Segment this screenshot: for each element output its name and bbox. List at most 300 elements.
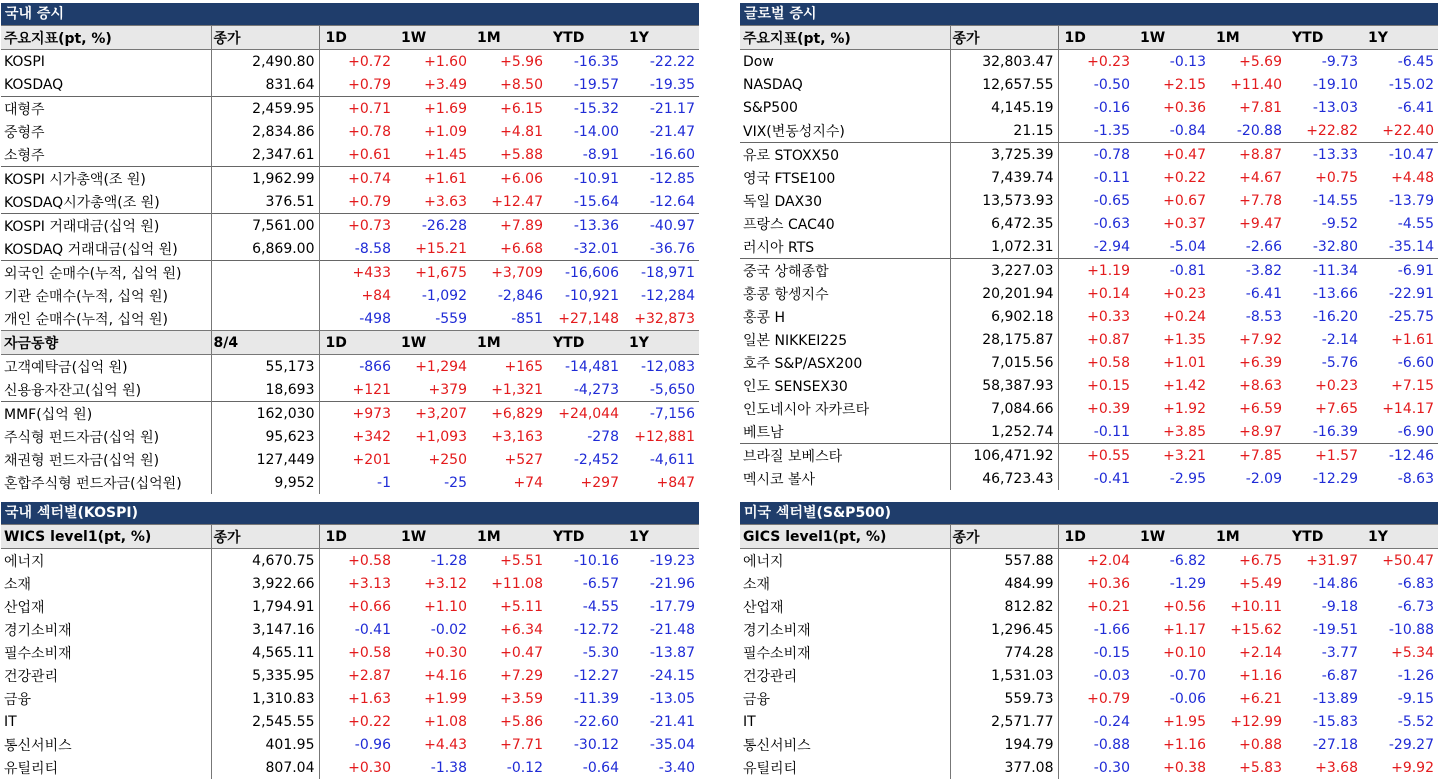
change-value: -1.35 bbox=[1093, 122, 1130, 139]
change-value: +4.81 bbox=[500, 123, 543, 140]
table-row bbox=[1, 618, 699, 641]
change-value: +6.68 bbox=[500, 240, 543, 257]
change-value: +0.22 bbox=[1163, 169, 1206, 186]
change-value: +6.15 bbox=[471, 97, 547, 121]
change-value: +7.29 bbox=[500, 667, 543, 684]
row-label: 중형주 bbox=[1, 120, 211, 143]
change-value: -36.76 bbox=[649, 240, 695, 257]
us-sector-table bbox=[740, 524, 1438, 779]
change-value: -5.30 bbox=[582, 644, 619, 661]
change-value: -2.66 bbox=[1245, 238, 1282, 255]
change-value: +5.96 bbox=[500, 53, 543, 70]
change-value: +6,829 bbox=[471, 402, 547, 426]
change-value: -19.23 bbox=[649, 552, 695, 569]
row-label: 소형주 bbox=[1, 143, 211, 167]
close-value: 58,387.93 bbox=[950, 374, 1058, 397]
change-value: +7.71 bbox=[500, 736, 543, 753]
change-value: +0.10 bbox=[1163, 644, 1206, 661]
change-value: -1 bbox=[377, 474, 391, 491]
change-value: +3,163 bbox=[491, 428, 543, 445]
change-value: YTD bbox=[547, 331, 623, 355]
close-value: 812.82 bbox=[950, 595, 1058, 618]
row-label: Dow bbox=[740, 50, 950, 74]
table-row bbox=[1, 97, 699, 121]
change-value: -19.51 bbox=[1312, 621, 1358, 638]
change-value: -29.27 bbox=[1388, 736, 1434, 753]
change-value: -19.57 bbox=[573, 76, 619, 93]
table-row bbox=[740, 189, 1438, 212]
row-label: 대형주 bbox=[1, 97, 211, 121]
change-value: -10,921 bbox=[564, 287, 619, 304]
change-value: +5.86 bbox=[500, 713, 543, 730]
change-value: -6.82 bbox=[1169, 552, 1206, 569]
row-label: 통신서비스 bbox=[740, 733, 950, 756]
close-value: 2,347.61 bbox=[211, 143, 319, 167]
change-value: -8.53 bbox=[1245, 308, 1282, 325]
change-value: +8.50 bbox=[500, 76, 543, 93]
change-value: -4,611 bbox=[649, 451, 695, 468]
change-value: +433 bbox=[319, 261, 395, 285]
change-value: +8.63 bbox=[1239, 377, 1282, 394]
change-value: +0.58 bbox=[348, 552, 391, 569]
change-value: +5.69 bbox=[1239, 53, 1282, 70]
change-value: -498 bbox=[359, 310, 391, 327]
change-value: -22.91 bbox=[1388, 285, 1434, 302]
row-label: 경기소비재 bbox=[1, 618, 211, 641]
change-value: -25 bbox=[444, 474, 467, 491]
change-value: +1.16 bbox=[1239, 667, 1282, 684]
global-market-table bbox=[740, 25, 1438, 490]
close-value: 13,573.93 bbox=[950, 189, 1058, 212]
change-value: -13.66 bbox=[1312, 285, 1358, 302]
table-row bbox=[1, 572, 699, 595]
change-value: -1,092 bbox=[421, 287, 467, 304]
row-label: 중국 상해종합 bbox=[740, 259, 950, 283]
change-value: -6.73 bbox=[1397, 598, 1434, 615]
change-value: -14.55 bbox=[1312, 192, 1358, 209]
change-value: +0.37 bbox=[1163, 215, 1206, 232]
change-value: +1.10 bbox=[424, 598, 467, 615]
change-value: +0.15 bbox=[1087, 377, 1130, 394]
change-value: +527 bbox=[504, 451, 543, 468]
change-value: -0.41 bbox=[354, 621, 391, 638]
change-value: +14.17 bbox=[1382, 400, 1434, 417]
change-value: -0.16 bbox=[1093, 99, 1130, 116]
row-label: NASDAQ bbox=[740, 73, 950, 96]
change-value: -12,284 bbox=[640, 287, 695, 304]
change-value: -6.41 bbox=[1397, 99, 1434, 116]
change-value: -11.34 bbox=[1286, 259, 1362, 283]
close-value: 7,439.74 bbox=[950, 166, 1058, 189]
change-value: +1.57 bbox=[1286, 444, 1362, 468]
change-value: +0.55 bbox=[1058, 444, 1134, 468]
change-value: -13.05 bbox=[649, 690, 695, 707]
change-value: -0.11 bbox=[1093, 169, 1130, 186]
table-row bbox=[740, 756, 1438, 779]
change-value: +0.61 bbox=[348, 146, 391, 163]
change-value: +3.85 bbox=[1163, 423, 1206, 440]
row-label: 일본 NIKKEI225 bbox=[740, 328, 950, 351]
column-header: 1D bbox=[1058, 525, 1134, 549]
close-value: 1,296.45 bbox=[950, 618, 1058, 641]
table-row bbox=[740, 595, 1438, 618]
change-value: +8.97 bbox=[1239, 423, 1282, 440]
close-value: 1,962.99 bbox=[211, 167, 319, 191]
table-row bbox=[740, 259, 1438, 283]
change-value: -2.09 bbox=[1245, 470, 1282, 487]
column-header: 1D bbox=[319, 26, 395, 50]
change-value: 1Y bbox=[623, 331, 699, 355]
table-row bbox=[740, 710, 1438, 733]
domestic-sector-table bbox=[1, 524, 699, 779]
close-value: 106,471.92 bbox=[950, 444, 1058, 468]
row-label: 유틸리티 bbox=[1, 756, 211, 779]
column-header: YTD bbox=[1286, 525, 1362, 549]
change-value: -1.29 bbox=[1169, 575, 1206, 592]
change-value: -6.60 bbox=[1397, 354, 1434, 371]
change-value: -21.17 bbox=[623, 97, 699, 121]
change-value: -8.91 bbox=[582, 146, 619, 163]
change-value: +6.59 bbox=[1239, 400, 1282, 417]
change-value: -12.72 bbox=[573, 621, 619, 638]
row-label: S&P500 bbox=[740, 96, 950, 119]
change-value: +0.67 bbox=[1163, 192, 1206, 209]
table-row bbox=[1, 284, 699, 307]
close-value: 484.99 bbox=[950, 572, 1058, 595]
change-value: -17.79 bbox=[649, 598, 695, 615]
change-value: +6.34 bbox=[500, 621, 543, 638]
row-label: 자금동향 bbox=[1, 331, 211, 355]
column-header: 1D bbox=[319, 525, 395, 549]
table-row bbox=[740, 235, 1438, 259]
column-header: 종가 bbox=[950, 525, 1058, 549]
change-value: +8.87 bbox=[1210, 143, 1286, 167]
change-value: +3.68 bbox=[1315, 759, 1358, 776]
change-value: -35.04 bbox=[649, 736, 695, 753]
close-value: 3,227.03 bbox=[950, 259, 1058, 283]
column-header: 종가 bbox=[211, 525, 319, 549]
change-value: +1,294 bbox=[415, 358, 467, 375]
change-value: -10.16 bbox=[573, 552, 619, 569]
change-value: -4,273 bbox=[573, 381, 619, 398]
column-header: 주요지표(pt, %) bbox=[740, 26, 950, 50]
change-value: +0.56 bbox=[1163, 598, 1206, 615]
change-value: -13.87 bbox=[649, 644, 695, 661]
table-row bbox=[1, 237, 699, 261]
change-value: +0.38 bbox=[1163, 759, 1206, 776]
row-label: 필수소비재 bbox=[1, 641, 211, 664]
change-value: +5.51 bbox=[500, 552, 543, 569]
change-value: -0.03 bbox=[1093, 667, 1130, 684]
change-value: +6.06 bbox=[471, 167, 547, 191]
change-value: +7.78 bbox=[1239, 192, 1282, 209]
change-value: 1W bbox=[395, 331, 471, 355]
change-value: +297 bbox=[580, 474, 619, 491]
change-value: -0.41 bbox=[1093, 470, 1130, 487]
change-value: -0.24 bbox=[1093, 713, 1130, 730]
table-row bbox=[740, 549, 1438, 573]
change-value: +4.67 bbox=[1239, 169, 1282, 186]
table-row bbox=[740, 618, 1438, 641]
change-value: +1,675 bbox=[395, 261, 471, 285]
table-header-row bbox=[1, 525, 699, 549]
table-row bbox=[740, 119, 1438, 143]
change-value: -13.33 bbox=[1286, 143, 1362, 167]
change-value: +12,881 bbox=[634, 428, 695, 445]
change-value: +0.47 bbox=[500, 644, 543, 661]
global-market-panel bbox=[740, 3, 1438, 490]
table-row bbox=[740, 351, 1438, 374]
panel-title: 미국 섹터별(S&P500) bbox=[740, 502, 1438, 524]
table-row bbox=[1, 261, 699, 285]
change-value: +0.23 bbox=[1087, 53, 1130, 70]
change-value: -3.40 bbox=[658, 759, 695, 776]
column-header: 1D bbox=[1058, 26, 1134, 50]
row-label: 혼합주식형 펀드자금(십억원) bbox=[1, 471, 211, 494]
change-value: +1.69 bbox=[395, 97, 471, 121]
change-value: +50.47 bbox=[1382, 552, 1434, 569]
change-value: +27,148 bbox=[558, 310, 619, 327]
change-value: -40.97 bbox=[623, 214, 699, 238]
change-value: +3,709 bbox=[471, 261, 547, 285]
change-value: -6.90 bbox=[1397, 423, 1434, 440]
row-label: 인도 SENSEX30 bbox=[740, 374, 950, 397]
column-header: GICS level1(pt, %) bbox=[740, 525, 950, 549]
change-value: +0.22 bbox=[348, 713, 391, 730]
change-value: -13.89 bbox=[1312, 690, 1358, 707]
row-label: 기관 순매수(누적, 십억 원) bbox=[1, 284, 211, 307]
change-value: -0.81 bbox=[1134, 259, 1210, 283]
table-row bbox=[740, 212, 1438, 235]
table-row bbox=[740, 73, 1438, 96]
change-value: -21.41 bbox=[649, 713, 695, 730]
change-value: +6.39 bbox=[1239, 354, 1282, 371]
close-value: 3,147.16 bbox=[211, 618, 319, 641]
table-row bbox=[740, 641, 1438, 664]
change-value: -0.63 bbox=[1093, 215, 1130, 232]
change-value: -12.29 bbox=[1312, 470, 1358, 487]
row-label: 경기소비재 bbox=[740, 618, 950, 641]
close-value bbox=[211, 261, 319, 285]
change-value: +1.60 bbox=[424, 53, 467, 70]
change-value: -1.38 bbox=[430, 759, 467, 776]
change-value: -30.12 bbox=[573, 736, 619, 753]
change-value: +201 bbox=[352, 451, 391, 468]
change-value: -0.84 bbox=[1169, 122, 1206, 139]
change-value: -15.32 bbox=[547, 97, 623, 121]
row-label: 개인 순매수(누적, 십억 원) bbox=[1, 307, 211, 331]
column-header: 1M bbox=[1210, 525, 1286, 549]
row-label: KOSPI 시가총액(조 원) bbox=[1, 167, 211, 191]
change-value: -9.18 bbox=[1321, 598, 1358, 615]
change-value: +0.30 bbox=[424, 644, 467, 661]
column-header: 주요지표(pt, %) bbox=[1, 26, 211, 50]
close-value: 2,490.80 bbox=[211, 50, 319, 74]
domestic-sector-panel bbox=[1, 502, 699, 779]
column-header: 1W bbox=[395, 525, 471, 549]
change-value: -12.27 bbox=[573, 667, 619, 684]
close-value: 559.73 bbox=[950, 687, 1058, 710]
change-value: -9.73 bbox=[1321, 53, 1358, 70]
close-value: 6,472.35 bbox=[950, 212, 1058, 235]
panel-title: 국내 증시 bbox=[1, 3, 699, 25]
change-value: +0.21 bbox=[1087, 598, 1130, 615]
change-value: -10.88 bbox=[1388, 621, 1434, 638]
change-value: -5.04 bbox=[1169, 238, 1206, 255]
row-label: 베트남 bbox=[740, 420, 950, 444]
change-value: -13.36 bbox=[547, 214, 623, 238]
close-value: 127,449 bbox=[211, 448, 319, 471]
change-value: +10.11 bbox=[1230, 598, 1282, 615]
row-label: 호주 S&P/ASX200 bbox=[740, 351, 950, 374]
change-value: +84 bbox=[361, 287, 391, 304]
change-value: -2.14 bbox=[1321, 331, 1358, 348]
close-value: 831.64 bbox=[211, 73, 319, 97]
change-value: +3,207 bbox=[395, 402, 471, 426]
change-value: +2.15 bbox=[1163, 76, 1206, 93]
column-header: 종가 bbox=[950, 26, 1058, 50]
table-row bbox=[740, 572, 1438, 595]
change-value: +24,044 bbox=[547, 402, 623, 426]
column-header: 종가 bbox=[211, 26, 319, 50]
change-value: +342 bbox=[352, 428, 391, 445]
row-label: KOSDAQ시가총액(조 원) bbox=[1, 190, 211, 214]
change-value: -9.52 bbox=[1321, 215, 1358, 232]
change-value: -20.88 bbox=[1236, 122, 1282, 139]
change-value: -6.83 bbox=[1397, 575, 1434, 592]
close-value: 774.28 bbox=[950, 641, 1058, 664]
close-value: 3,725.39 bbox=[950, 143, 1058, 167]
change-value: +0.74 bbox=[319, 167, 395, 191]
row-label: 홍콩 H bbox=[740, 305, 950, 328]
change-value: -0.02 bbox=[430, 621, 467, 638]
table-row bbox=[1, 214, 699, 238]
change-value: -35.14 bbox=[1388, 238, 1434, 255]
column-header: YTD bbox=[547, 26, 623, 50]
table-row bbox=[740, 374, 1438, 397]
close-value: 1,252.74 bbox=[950, 420, 1058, 444]
row-label: 통신서비스 bbox=[1, 733, 211, 756]
us-sector-panel bbox=[740, 502, 1438, 779]
table-row bbox=[1, 664, 699, 687]
close-value: 46,723.43 bbox=[950, 467, 1058, 490]
change-value: -0.11 bbox=[1093, 423, 1130, 440]
domestic-market-panel bbox=[1, 3, 699, 494]
change-value: -0.96 bbox=[354, 736, 391, 753]
table-row bbox=[740, 166, 1438, 189]
change-value: -21.96 bbox=[649, 575, 695, 592]
close-value bbox=[211, 307, 319, 331]
row-label: KOSDAQ bbox=[1, 73, 211, 97]
change-value: -16.60 bbox=[649, 146, 695, 163]
change-value: -18,971 bbox=[623, 261, 699, 285]
change-value: +0.39 bbox=[1087, 400, 1130, 417]
change-value: +1.63 bbox=[348, 690, 391, 707]
close-value: 28,175.87 bbox=[950, 328, 1058, 351]
change-value: -0.12 bbox=[506, 759, 543, 776]
table-row bbox=[740, 96, 1438, 119]
row-label: 채권형 펀드자금(십억 원) bbox=[1, 448, 211, 471]
change-value: +0.79 bbox=[348, 193, 391, 210]
row-label: 산업재 bbox=[740, 595, 950, 618]
change-value: -559 bbox=[435, 310, 467, 327]
change-value: -8.63 bbox=[1397, 470, 1434, 487]
change-value: 1M bbox=[471, 331, 547, 355]
change-value: +11.08 bbox=[491, 575, 543, 592]
table-subheader-row bbox=[1, 331, 699, 355]
row-label: 영국 FTSE100 bbox=[740, 166, 950, 189]
row-label: MMF(십억 원) bbox=[1, 402, 211, 426]
change-value: +0.75 bbox=[1315, 169, 1358, 186]
change-value: -32.80 bbox=[1312, 238, 1358, 255]
change-value: +0.23 bbox=[1315, 377, 1358, 394]
change-value: +0.30 bbox=[348, 759, 391, 776]
change-value: -5.52 bbox=[1397, 713, 1434, 730]
table-row bbox=[1, 641, 699, 664]
change-value: +0.87 bbox=[1087, 331, 1130, 348]
row-label: 유로 STOXX50 bbox=[740, 143, 950, 167]
table-row bbox=[740, 282, 1438, 305]
table-row bbox=[1, 733, 699, 756]
change-value: +0.14 bbox=[1087, 285, 1130, 302]
change-value: -866 bbox=[359, 358, 391, 375]
close-value: 7,084.66 bbox=[950, 397, 1058, 420]
change-value: -8.58 bbox=[354, 240, 391, 257]
change-value: -19.10 bbox=[1312, 76, 1358, 93]
row-label: 필수소비재 bbox=[740, 641, 950, 664]
change-value: -24.15 bbox=[649, 667, 695, 684]
change-value: +12.47 bbox=[491, 193, 543, 210]
column-header: 1M bbox=[471, 525, 547, 549]
change-value: -19.35 bbox=[649, 76, 695, 93]
table-row bbox=[1, 167, 699, 191]
change-value: +7.85 bbox=[1210, 444, 1286, 468]
change-value: -16.20 bbox=[1312, 308, 1358, 325]
change-value: +379 bbox=[428, 381, 467, 398]
change-value: +1.99 bbox=[424, 690, 467, 707]
change-value: -16,606 bbox=[547, 261, 623, 285]
change-value: -3.77 bbox=[1321, 644, 1358, 661]
close-value: 12,657.55 bbox=[950, 73, 1058, 96]
change-value: -22.22 bbox=[649, 53, 695, 70]
change-value: +7.81 bbox=[1239, 99, 1282, 116]
change-value: +9.47 bbox=[1239, 215, 1282, 232]
row-label: 유틸리티 bbox=[740, 756, 950, 779]
change-value: -14.86 bbox=[1312, 575, 1358, 592]
change-value: +1.01 bbox=[1163, 354, 1206, 371]
panel-title: 글로벌 증시 bbox=[740, 3, 1438, 25]
change-value: +0.33 bbox=[1087, 308, 1130, 325]
table-row bbox=[1, 50, 699, 74]
change-value: +31.97 bbox=[1306, 552, 1358, 569]
close-value: 8/4 bbox=[211, 331, 319, 355]
column-header: YTD bbox=[547, 525, 623, 549]
change-value: -15.83 bbox=[1312, 713, 1358, 730]
close-value: 376.51 bbox=[211, 190, 319, 214]
table-row bbox=[1, 355, 699, 379]
change-value: +0.88 bbox=[1239, 736, 1282, 753]
close-value: 3,922.66 bbox=[211, 572, 319, 595]
change-value: +847 bbox=[656, 474, 695, 491]
change-value: +0.73 bbox=[319, 214, 395, 238]
close-value: 18,693 bbox=[211, 378, 319, 402]
row-label: 러시아 RTS bbox=[740, 235, 950, 259]
table-row bbox=[740, 50, 1438, 74]
close-value: 194.79 bbox=[950, 733, 1058, 756]
row-label: 건강관리 bbox=[740, 664, 950, 687]
change-value: -4.55 bbox=[1397, 215, 1434, 232]
change-value: +3.63 bbox=[424, 193, 467, 210]
